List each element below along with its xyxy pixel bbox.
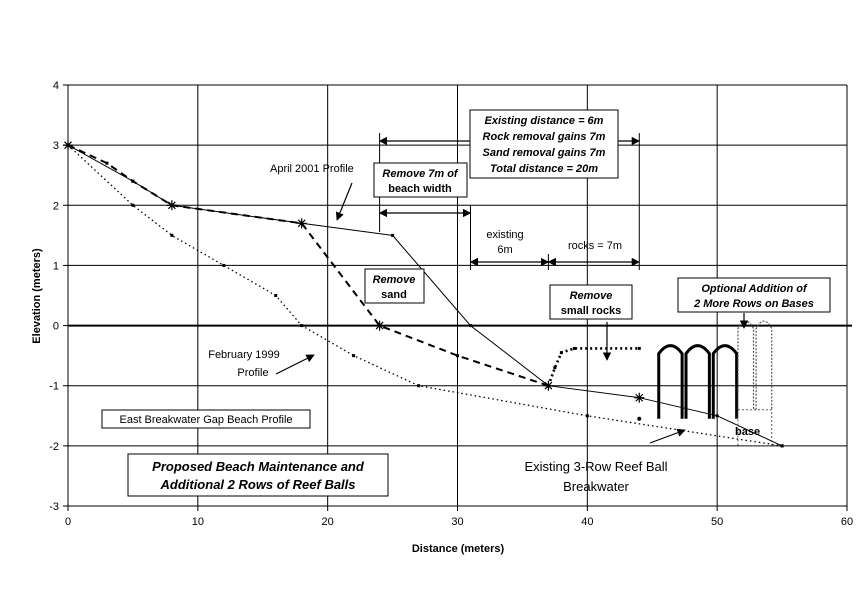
y-tick-label: -1	[49, 380, 59, 393]
annotation-proposed-line1: Proposed Beach Maintenance and	[152, 459, 364, 474]
y-tick-label: 2	[52, 200, 59, 213]
reef-ball	[659, 346, 682, 419]
star-marker	[375, 321, 385, 331]
data-point	[274, 294, 277, 297]
annotation-existing-line3: Sand removal gains 7m	[482, 147, 606, 159]
data-point	[105, 162, 108, 165]
annotation-base: base	[735, 426, 761, 438]
annotation-existing6-line2: 6m	[497, 244, 513, 256]
annotation-optional-line1: Optional Addition of	[701, 283, 807, 295]
annotation-remove-sand-line2: sand	[381, 289, 407, 301]
annotation-feb-line1: February 1999	[208, 349, 280, 361]
star-marker	[63, 140, 73, 150]
annotation-existing-line4: Total distance = 20m	[489, 163, 599, 175]
x-tick-label: 30	[451, 516, 464, 528]
x-tick-label: 40	[581, 516, 594, 528]
data-point	[638, 347, 641, 350]
data-point	[170, 234, 173, 237]
data-point	[222, 264, 225, 267]
x-tick-label: 10	[191, 516, 204, 528]
x-tick-label: 50	[711, 516, 724, 528]
data-point	[456, 354, 459, 357]
annotation-existing6-line1: existing	[486, 229, 524, 241]
data-point	[573, 347, 576, 350]
annotation-reefball-line1: Existing 3-Row Reef Ball	[524, 459, 668, 474]
y-tick-label: 1	[52, 260, 59, 273]
data-point	[781, 444, 784, 447]
x-tick-label: 60	[840, 516, 854, 528]
annotation-reefball-line2: Breakwater	[563, 479, 629, 494]
annotation-feb-line2: Profile	[237, 367, 269, 379]
y-tick-label: 3	[52, 140, 59, 153]
star-marker	[543, 381, 553, 391]
optional-reef-ball	[756, 321, 772, 410]
pointer-feb	[276, 355, 314, 374]
star-marker	[634, 393, 644, 403]
annotation-proposed-line2: Additional 2 Rows of Reef Balls	[160, 477, 356, 492]
data-point	[469, 324, 472, 327]
star-marker	[167, 200, 177, 210]
annotation-optional-line2: 2 More Rows on Bases	[694, 298, 814, 310]
y-tick-label: -3	[49, 501, 59, 513]
annotation-remove7-line1: Remove 7m of	[382, 168, 458, 180]
annotation-remove7-line2: beach width	[388, 183, 452, 195]
data-point	[553, 366, 556, 369]
star-marker	[297, 218, 307, 228]
reef-ball	[686, 346, 709, 419]
annotation-existing-line2: Rock removal gains 7m	[482, 131, 606, 143]
data-point	[352, 354, 355, 357]
annotation-rocks: rocks = 7m	[567, 240, 623, 252]
data-point	[417, 384, 420, 387]
data-point	[586, 414, 589, 417]
annotation-remove-rocks-line2: small rocks	[560, 305, 622, 317]
data-point	[300, 324, 303, 327]
x-tick-label: 0	[64, 516, 72, 528]
data-point	[560, 351, 563, 354]
data-point	[716, 414, 719, 417]
y-axis-title: Elevation (meters)	[31, 248, 43, 344]
y-tick-label: -2	[49, 440, 59, 453]
x-tick-label: 20	[321, 516, 334, 528]
annotation-existing-line1: Existing distance = 6m	[484, 115, 604, 127]
x-axis-title: Distance (meters)	[411, 543, 505, 555]
annotation-remove-sand-line1: Remove	[372, 274, 416, 286]
y-tick-label: 4	[52, 80, 59, 92]
y-tick-label: 0	[52, 320, 59, 333]
pointer-april	[337, 183, 352, 220]
pointer-reefball	[650, 430, 685, 443]
data-point	[391, 234, 394, 237]
data-point	[131, 204, 134, 207]
optional-reef-ball	[738, 321, 754, 410]
data-point	[131, 180, 134, 183]
annotation-april: April 2001 Profile	[270, 163, 354, 175]
annotation-gap-box: East Breakwater Gap Beach Profile	[119, 414, 293, 426]
annotation-remove-rocks-line1: Remove	[569, 290, 613, 302]
annotation-arrows	[276, 133, 744, 443]
